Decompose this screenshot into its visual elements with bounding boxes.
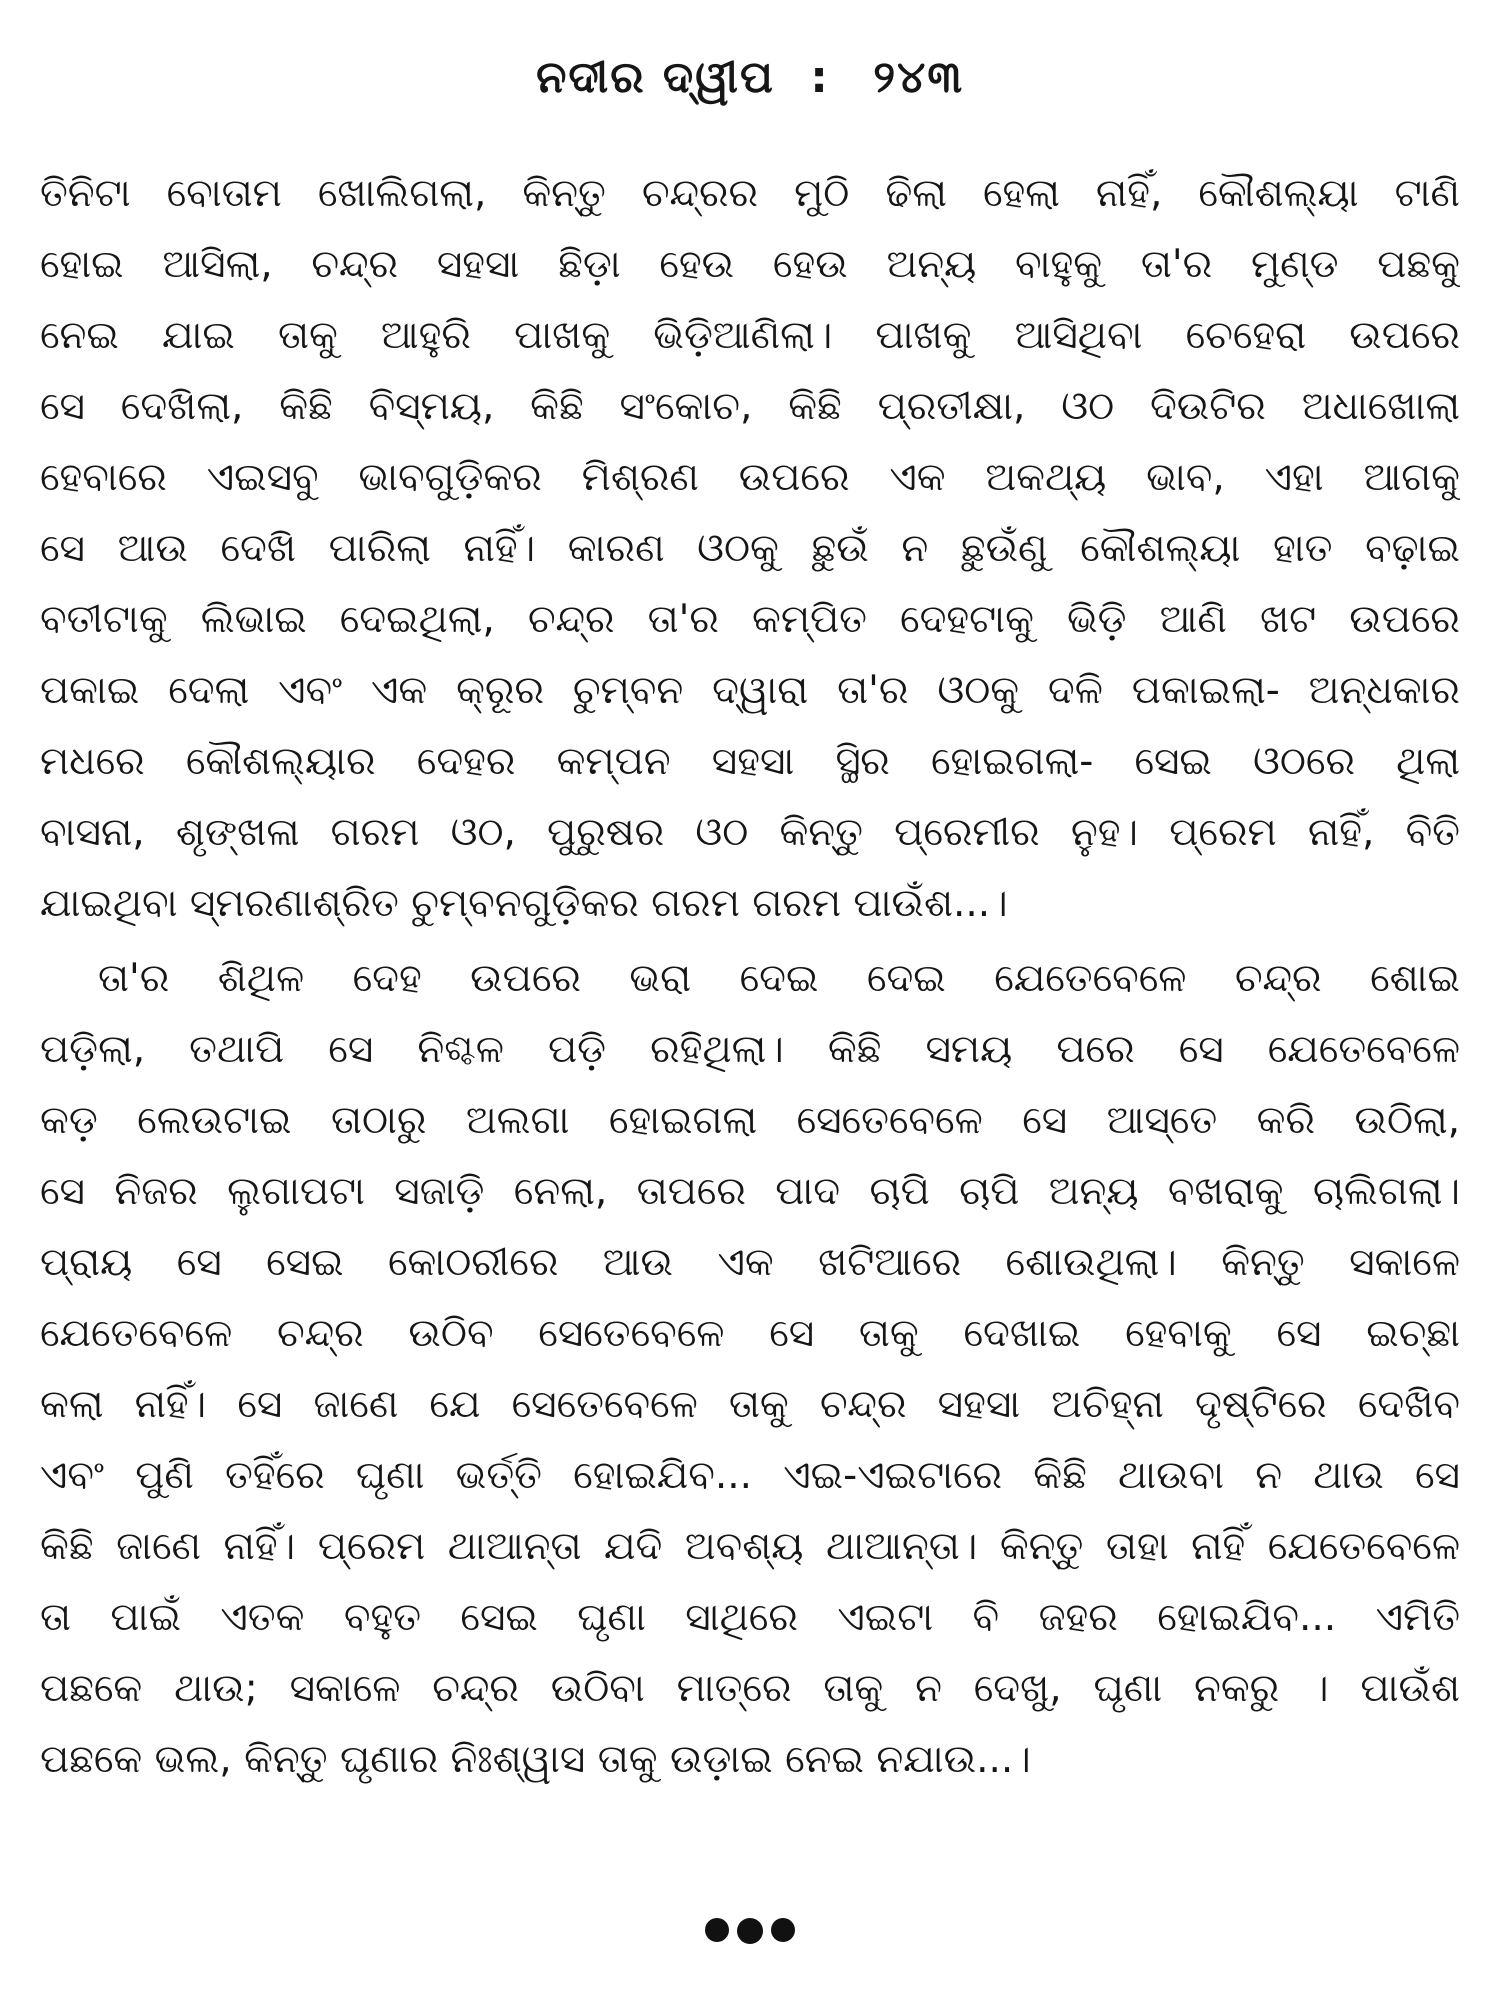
- end-ornament: [0, 1918, 1500, 1944]
- text-line: ସେ ନିଜର ଲୁଗାପଟା ସଜାଡ଼ି ନେଲା, ତାପରେ ପାଦ ଚାପି ଚାପି ଅନ୍ୟ ବଖରାକୁ ଚାଲିଗଲା।: [40, 1169, 1460, 1214]
- ornament-dot: [771, 1918, 795, 1942]
- text-line: ନେଇ ଯାଇ ତାକୁ ଆହୁରି ପାଖକୁ ଭିଡ଼ିଆଣିଲା। ପାଖକୁ ଆସିଥିବା ଚେହେରା ଉପରେ: [40, 313, 1460, 358]
- text-line: ସେ ଦେଖିଲା, କିଛି ବିସ୍ମୟ, କିଛି ସଂକୋଚ, କିଛି ପ୍ରତୀକ୍ଷା, ଓଠ ଦିଉଟିର ଅଧାଖୋଲା: [40, 384, 1460, 429]
- text-line: ତିନିଟା ବୋତାମ ଖୋଲିଗଲା, କିନ୍ତୁ ଚନ୍ଦ୍ରର ମୁଠି ଢିଲା ହେଲା ନାହିଁ, କୌଶଲ୍ୟା ଟାଣି: [40, 171, 1460, 216]
- text-line: କଲା ନାହିଁ। ସେ ଜାଣେ ଯେ ସେତେବେଳେ ତାକୁ ଚନ୍ଦ୍ର ସହସା ଅଚିହ୍ନା ଦୃଷ୍ଟିରେ ଦେଖିବ: [40, 1382, 1460, 1427]
- text-line: କଡ଼ ଲେଉଟାଇ ତାଠାରୁ ଅଲଗା ହୋଇଗଲା ସେତେବେଳେ ସେ ଆସ୍ତେ କରି ଉଠିଲା,: [40, 1098, 1460, 1143]
- text-line: ପଡ଼ିଲା, ତଥାପି ସେ ନିଶ୍ଚଳ ପଡ଼ି ରହିଥିଲା। କିଛି ସମୟ ପରେ ସେ ଯେତେବେଳେ: [40, 1027, 1460, 1072]
- text-line: ଯାଇଥିବା ସ୍ମରଣାଶ୍ରିତ ଚୁମ୍ବନଗୁଡ଼ିକର ଗରମ ଗରମ ପାଉଁଶ...।: [40, 881, 1008, 926]
- ornament-dot: [705, 1918, 729, 1942]
- text-line: ପକାଇ ଦେଲା ଏବଂ ଏକ କ୍ରୂର ଚୁମ୍ବନ ଦ୍ୱାରା ତା'ର ଓଠକୁ ଦଳି ପକାଇଲା- ଅନ୍ଧକାର: [40, 668, 1460, 713]
- text-line: ପଛକେ ଥାଉ; ସକାଳେ ଚନ୍ଦ୍ର ଉଠିବା ମାତ୍ରେ ତାକୁ ନ ଦେଖୁ, ଘୃଣା ନକରୁ । ପାଉଁଶ: [40, 1666, 1460, 1711]
- book-title: ନଦୀର ଦ୍ୱୀପ: [536, 52, 775, 103]
- body-text: [40, 158, 1460, 1795]
- text-line: ଏବଂ ପୁଣି ତହିଁରେ ଘୃଣା ଭର୍ତ୍ତି ହୋଇଯିବ... ଏଇ-ଏଇଟାରେ କିଛି ଥାଉବା ନ ଥାଉ ସେ: [40, 1453, 1460, 1498]
- paragraph-1: [40, 158, 1460, 939]
- text-line: ପ୍ରାୟ ସେ ସେଇ କୋଠରୀରେ ଆଉ ଏକ ଖଟିଆରେ ଶୋଉଥିଲା। କିନ୍ତୁ ସକାଳେ: [40, 1240, 1460, 1285]
- text-line: ତା'ର ଶିଥିଳ ଦେହ ଉପରେ ଭରା ଦେଇ ଦେଇ ଯେତେବେଳେ ଚନ୍ଦ୍ର ଶୋଇ: [98, 956, 1460, 1001]
- text-line: ବାସନା, ଶୃଙ୍ଖଳା ଗରମ ଓଠ, ପୁରୁଷର ଓଠ କିନ୍ତୁ ପ୍ରେମୀର ନୁହ। ପ୍ରେମ ନାହିଁ, ବିତି: [40, 810, 1460, 855]
- paragraph-2: [40, 943, 1460, 1795]
- ornament-dot: [737, 1918, 763, 1944]
- text-line: ସେ ଆଉ ଦେଖି ପାରିଲା ନାହିଁ। କାରଣ ଓଠକୁ ଛୁଉଁ ନ ଛୁଉଁଣୁ କୌଶଲ୍ୟା ହାତ ବଢ଼ାଇ: [40, 526, 1460, 571]
- text-line: ପଛକେ ଭଲ, କିନ୍ତୁ ଘୃଣାର ନିଃଶ୍ୱାସ ତାକୁ ଉଡ଼ାଇ ନେଇ ନଯାଉ...।: [40, 1737, 1031, 1782]
- text-line: ହୋଇ ଆସିଲା, ଚନ୍ଦ୍ର ସହସା ଛିଡ଼ା ହେଉ ହେଉ ଅନ୍ୟ ବାହୁକୁ ତା'ର ମୁଣ୍ଡ ପଛକୁ: [40, 242, 1460, 287]
- text-line: ହେବାରେ ଏଇସବୁ ଭାବଗୁଡ଼ିକର ମିଶ୍ରଣ ଉପରେ ଏକ ଅକଥ୍ୟ ଭାବ, ଏହା ଆଗକୁ: [40, 455, 1460, 500]
- text-line: ମଧରେ କୌଶଲ୍ୟାର ଦେହର କମ୍ପନ ସହସା ସ୍ଥିର ହୋଇଗଲା- ସେଇ ଓଠରେ ଥିଲା: [40, 739, 1460, 784]
- text-line: ଯେତେବେଳେ ଚନ୍ଦ୍ର ଉଠିବ ସେତେବେଳେ ସେ ତାକୁ ଦେଖାଇ ହେବାକୁ ସେ ଇଚ୍ଛା: [40, 1311, 1460, 1356]
- text-line: ବତୀଟାକୁ ଲିଭାଇ ଦେଇଥିଲା, ଚନ୍ଦ୍ର ତା'ର କମ୍ପିତ ଦେହଟାକୁ ଭିଡ଼ି ଆଣି ଖଟ ଉପରେ: [40, 597, 1460, 642]
- page-number: ୨୪୩: [873, 52, 964, 103]
- header-separator: :: [810, 52, 830, 103]
- running-header: [0, 52, 1500, 103]
- text-line: ତା ପାଇଁ ଏତକ ବହୁତ ସେଇ ଘୃଣା ସାଥିରେ ଏଇଟା ବି ଜହର ହୋଇଯିବ... ଏମିତି: [40, 1595, 1460, 1640]
- text-line: କିଛି ଜାଣେ ନାହିଁ। ପ୍ରେମ ଥାଆନ୍ତା ଯଦି ଅବଶ୍ୟ ଥାଆନ୍ତା। କିନ୍ତୁ ତାହା ନାହିଁ ଯେତେବେଳେ: [40, 1524, 1460, 1569]
